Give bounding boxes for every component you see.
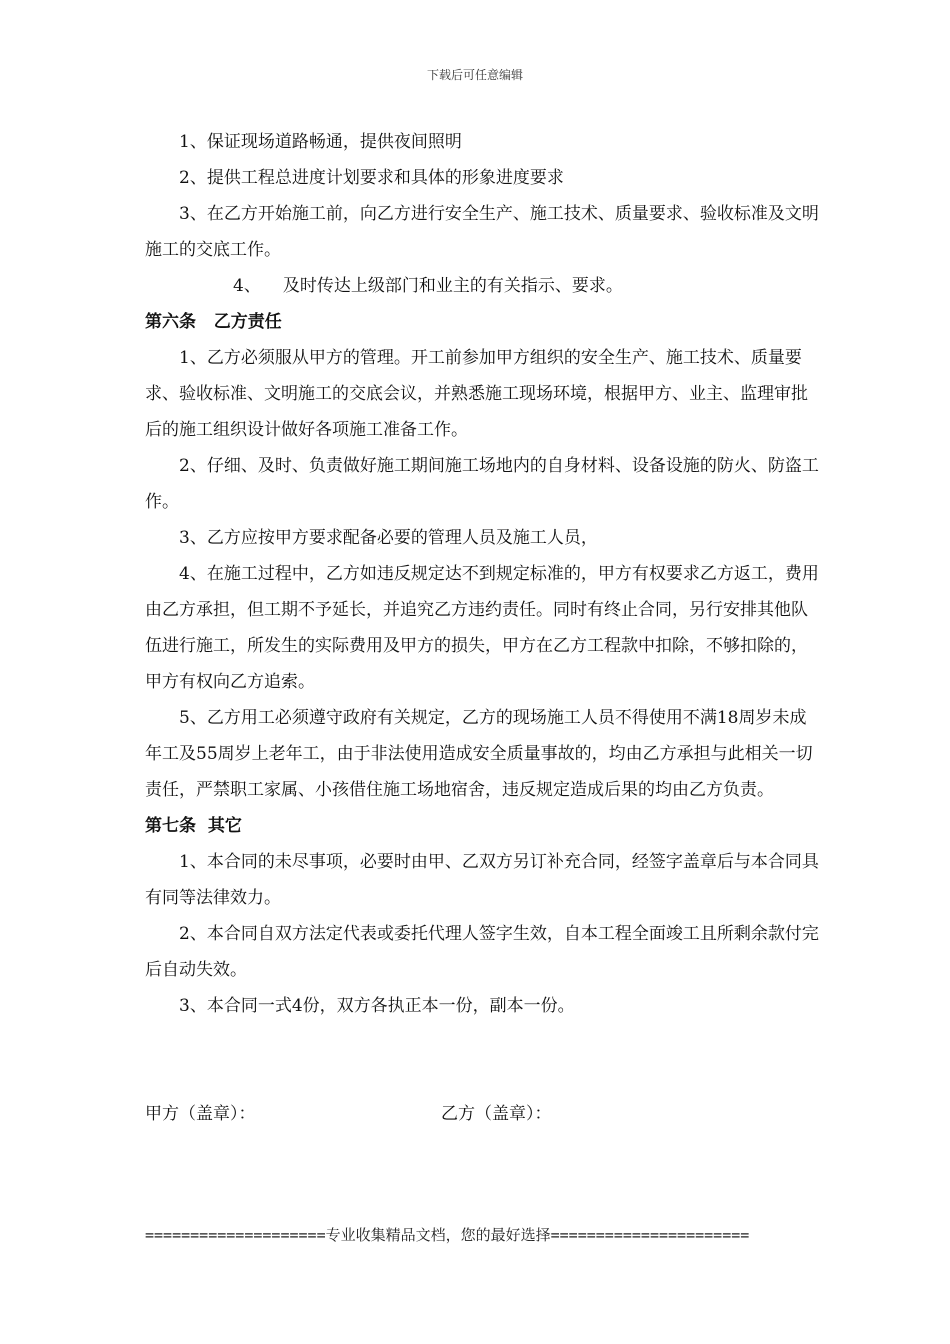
clause-7-item-1: 1、本合同的未尽事项，必要时由甲、乙双方另订补充合同，经签字盖章后与本合同具有同等法律效力。	[145, 852, 819, 908]
clause-5-item-3: 3、在乙方开始施工前，向乙方进行安全生产、施工技术、质量要求、验收标准及文明施工的交底工作。	[145, 204, 819, 260]
page-header: 下载后可任意编辑	[426, 68, 523, 82]
section-heading-7: 第七条 其它	[145, 816, 242, 836]
page-footer: ====================专业收集精品文档，您的最好选择======================	[145, 1226, 750, 1244]
clause-6-item-1: 1、乙方必须服从甲方的管理。开工前参加甲方组织的安全生产、施工技术、质量要求、验收标准、文明施工的交底会议，并熟悉施工现场环境，根据甲方、业主、监理审批后的施工组织设计做好各项施工准备工作。	[145, 348, 808, 440]
item-number: 4、	[233, 276, 261, 296]
party-b-seal-label: 乙方（盖章）：	[441, 1104, 552, 1124]
clause-7-item-2: 2、本合同自双方法定代表或委托代理人签字生效，自本工程全面竣工且所剩余款付完后自动失效。	[145, 924, 819, 980]
clause-6-item-4: 4、在施工过程中，乙方如违反规定达不到规定标准的，甲方有权要求乙方返工，费用由乙方承担，但工期不予延长，并追究乙方违约责任。同时有终止合同，另行安排其他队伍进行施工，所发生的实际费用及甲方的损失，甲方在乙方工程款中扣除，不够扣除的，甲方有权向乙方追索。	[145, 564, 819, 692]
clause-6-item-5: 5、乙方用工必须遵守政府有关规定，乙方的现场施工人员不得使用不满18周岁未成年工及55周岁上老年工，由于非法使用造成安全质量事故的，均由乙方承担与此相关一切责任，严禁职工家属、小孩借住施工场地宿舍，违反规定造成后果的均由乙方负责。	[145, 708, 813, 800]
clause-6-item-3: 3、乙方应按甲方要求配备必要的管理人员及施工人员，	[179, 528, 598, 548]
clause-5-item-2: 2、提供工程总进度计划要求和具体的形象进度要求	[179, 168, 564, 188]
item-text: 及时传达上级部门和业主的有关指示、要求。	[282, 276, 623, 296]
clause-7-item-3: 3、本合同一式4份，双方各执正本一份，副本一份。	[179, 996, 575, 1016]
clause-5-item-1: 1、保证现场道路畅通，提供夜间照明	[179, 132, 462, 152]
clause-5-item-4	[145, 268, 820, 304]
party-a-seal-label: 甲方（盖章）：	[145, 1104, 256, 1124]
clause-6-item-2: 2、仔细、及时、负责做好施工期间施工场地内的自身材料、设备设施的防火、防盗工作。	[145, 456, 819, 512]
document-body	[145, 124, 820, 1024]
section-heading-6: 第六条 乙方责任	[145, 312, 282, 332]
